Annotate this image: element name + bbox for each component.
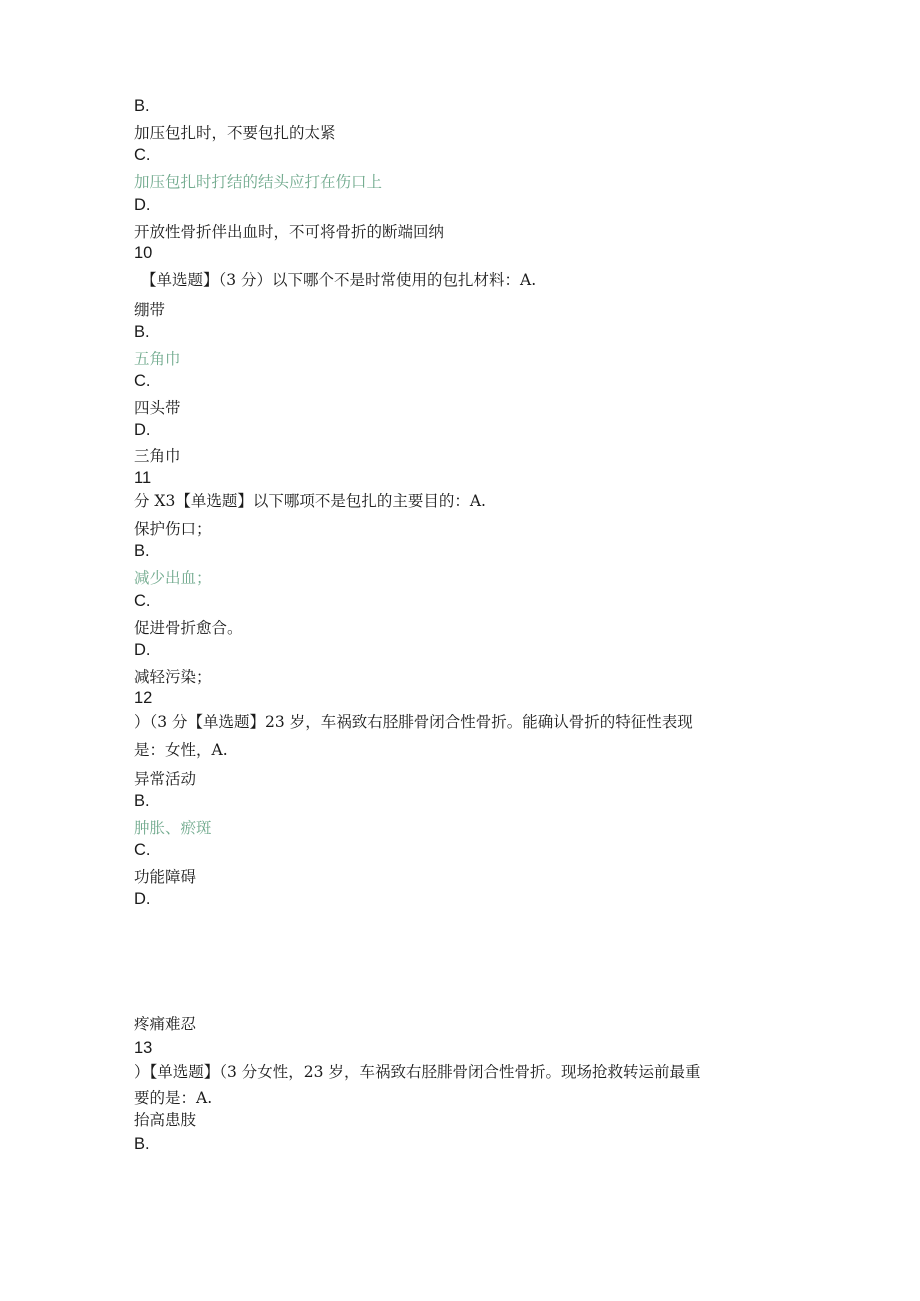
- option-label-d: D.: [134, 890, 151, 908]
- option-text: 保护伤口；: [134, 520, 212, 538]
- question-text: 是：女性，A.: [134, 741, 228, 759]
- option-text-correct: 肿胀、瘀斑: [134, 819, 212, 837]
- question-number: 12: [134, 689, 153, 707]
- option-text: 加压包扎时，不要包扎的太紧: [134, 124, 336, 142]
- option-label-b: B.: [134, 323, 150, 341]
- option-label-d: D.: [134, 421, 151, 439]
- question-text: 要的是：A.: [134, 1089, 213, 1107]
- option-label-b: B.: [134, 792, 150, 810]
- option-text: 四头带: [134, 399, 181, 417]
- option-text: 绷带: [134, 301, 166, 319]
- option-text: 开放性骨折伴出血时，不可将骨折的断端回纳: [134, 223, 445, 241]
- option-text: 功能障碍: [134, 868, 197, 886]
- option-text: 三角巾: [134, 447, 181, 465]
- question-number: 13: [134, 1039, 153, 1057]
- question-text: 【单选题】（3 分）以下哪个不是时常使用的包扎材料：A.: [141, 271, 537, 289]
- question-text: ）（3 分【单选题】23 岁，车祸致右胫腓骨闭合性骨折。能确认骨折的特征性表现: [134, 713, 693, 731]
- option-label-c: C.: [134, 372, 151, 390]
- option-label-b: B.: [134, 1135, 150, 1153]
- option-text: 促进骨折愈合。: [134, 619, 243, 637]
- question-number: 11: [134, 469, 152, 487]
- option-text-correct: 五角巾: [134, 350, 181, 368]
- option-label-b: B.: [134, 97, 150, 115]
- option-text: 疼痛难忍: [134, 1015, 197, 1033]
- option-label-d: D.: [134, 196, 151, 214]
- option-text: 异常活动: [134, 770, 197, 788]
- question-text: ）【单选题】（3 分女性，23 岁，车祸致右胫腓骨闭合性骨折。现场抢救转运前最重: [134, 1063, 701, 1081]
- option-text-correct: 加压包扎时打结的结头应打在伤口上: [134, 173, 383, 191]
- option-label-d: D.: [134, 641, 151, 659]
- option-label-c: C.: [134, 146, 151, 164]
- question-text: 分 X3【单选题】以下哪项不是包扎的主要目的：A.: [134, 492, 486, 510]
- option-text: 抬高患肢: [134, 1111, 197, 1129]
- option-label-c: C.: [134, 592, 151, 610]
- question-number: 10: [134, 244, 153, 262]
- option-text-correct: 减少出血；: [134, 569, 212, 587]
- option-label-c: C.: [134, 841, 151, 859]
- option-label-b: B.: [134, 542, 150, 560]
- option-text: 减轻污染；: [134, 668, 212, 686]
